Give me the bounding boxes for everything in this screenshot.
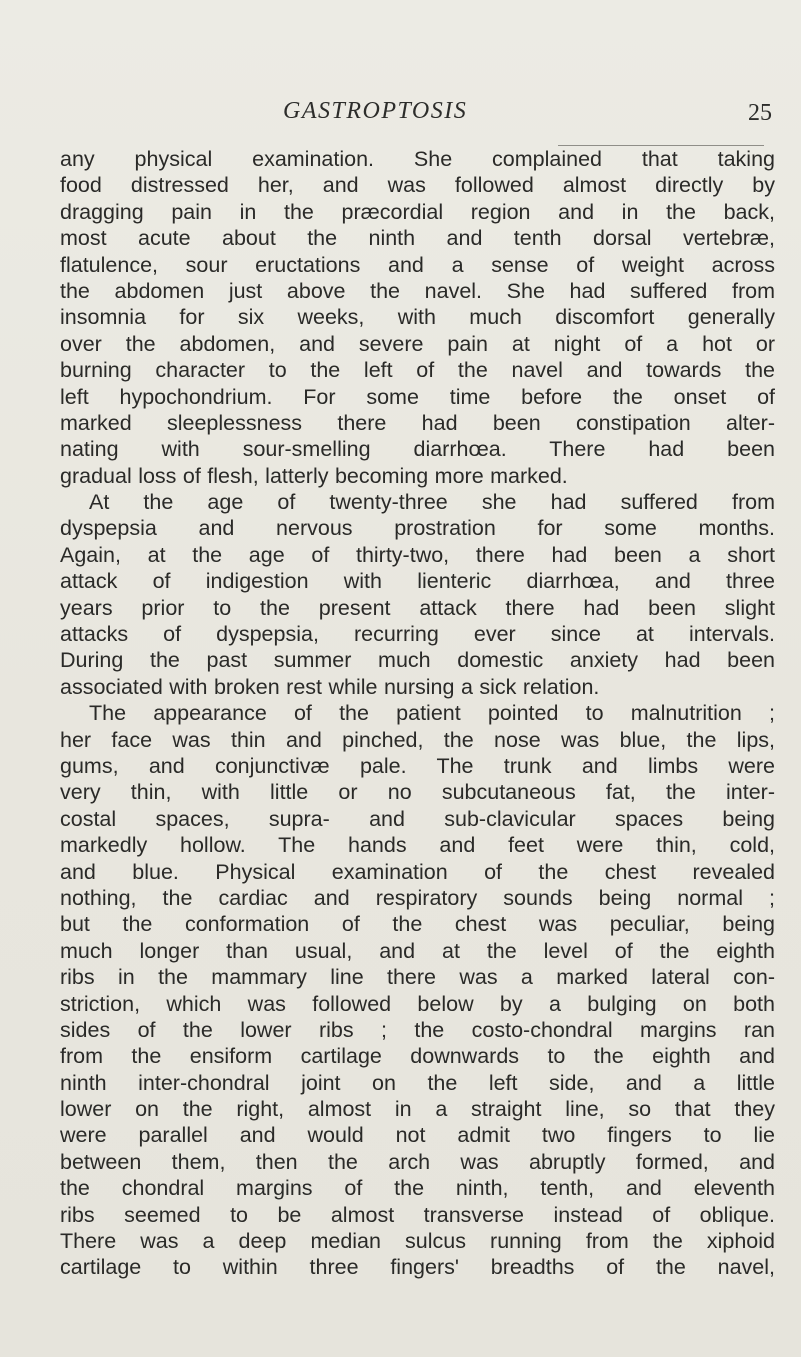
text-line: burning character to the left of the navel and towards the xyxy=(60,358,775,383)
text-line: very thin, with little or no subcutaneous fat, the inter- xyxy=(60,780,775,805)
page-number: 25 xyxy=(748,100,772,126)
text-line: ribs in the mammary line there was a marked lateral con- xyxy=(60,965,775,990)
text-line: marked sleeplessness there had been constipation alter- xyxy=(60,410,775,435)
text-line: attack of indigestion with lienteric diarrhœa, and three xyxy=(60,569,775,594)
text-line: During the past summer much domestic anxiety had been xyxy=(60,648,775,673)
text-line: There was a deep median sulcus running from the xiphoid xyxy=(60,1229,775,1254)
text-line: much longer than usual, and at the level of the eighth xyxy=(60,938,775,963)
text-line: nating with sour-smelling diarrhœa. There had been xyxy=(60,437,775,462)
text-line: attacks of dyspepsia, recurring ever since at intervals. xyxy=(60,622,775,647)
text-line: ninth inter-chondral joint on the left side, and a little xyxy=(60,1070,775,1095)
text-line: the abdomen just above the navel. She had suffered from xyxy=(60,278,775,303)
text-line: associated with broken rest while nursing a sick relation. xyxy=(60,674,600,699)
text-line: from the ensiform cartilage downwards to the eighth and xyxy=(60,1044,775,1069)
text-line: nothing, the cardiac and respiratory sounds being normal ; xyxy=(60,885,775,910)
running-head xyxy=(0,98,801,138)
text-line: cartilage to within three fingers' breadths of the navel, xyxy=(60,1255,775,1280)
text-line: gums, and conjunctivæ pale. The trunk and limbs were xyxy=(60,753,775,778)
text-line: her face was thin and pinched, the nose was blue, the lips, xyxy=(60,727,775,752)
text-line: insomnia for six weeks, with much discomfort generally xyxy=(60,305,775,330)
text-line: years prior to the present attack there had been slight xyxy=(60,595,775,620)
text-line: gradual loss of flesh, latterly becoming more marked. xyxy=(60,463,568,488)
text-line: food distressed her, and was followed almost directly by xyxy=(60,173,775,198)
text-line: left hypochondrium. For some time before the onset of xyxy=(60,384,775,409)
text-line: the chondral margins of the ninth, tenth, and eleventh xyxy=(60,1176,775,1201)
paragraph xyxy=(60,146,775,489)
text-line: sides of the lower ribs ; the costo-chondral margins ran xyxy=(60,1017,775,1042)
text-line: flatulence, sour eructations and a sense of weight across xyxy=(60,252,775,277)
paragraph xyxy=(60,700,775,1281)
text-line: The appearance of the patient pointed to malnutrition ; xyxy=(89,701,775,726)
running-title: GASTROPTOSIS xyxy=(283,98,468,124)
body-text xyxy=(60,146,775,1281)
text-line: dyspepsia and nervous prostration for some months. xyxy=(60,516,775,541)
text-line: Again, at the age of thirty-two, there had been a short xyxy=(60,542,775,567)
text-line: lower on the right, almost in a straight line, so that they xyxy=(60,1097,775,1122)
text-line: any physical examination. She complained that taking xyxy=(60,147,775,171)
text-line: between them, then the arch was abruptly formed, and xyxy=(60,1149,775,1174)
text-line: costal spaces, supra- and sub-clavicular spaces being xyxy=(60,806,775,831)
text-line: most acute about the ninth and tenth dorsal vertebræ, xyxy=(60,226,775,251)
text-line: but the conformation of the chest was peculiar, being xyxy=(60,912,775,937)
text-line: dragging pain in the præcordial region and in the back, xyxy=(60,199,775,224)
text-line: markedly hollow. The hands and feet were thin, cold, xyxy=(60,833,775,858)
text-line: and blue. Physical examination of the chest revealed xyxy=(60,859,775,884)
text-line: over the abdomen, and severe pain at night of a hot or xyxy=(60,331,775,356)
text-line: At the age of twenty-three she had suffered from xyxy=(89,490,775,515)
text-line: were parallel and would not admit two fingers to lie xyxy=(60,1123,775,1148)
paragraph xyxy=(60,489,775,700)
text-line: ribs seemed to be almost transverse instead of oblique. xyxy=(60,1202,775,1227)
text-line: striction, which was followed below by a bulging on both xyxy=(60,991,775,1016)
